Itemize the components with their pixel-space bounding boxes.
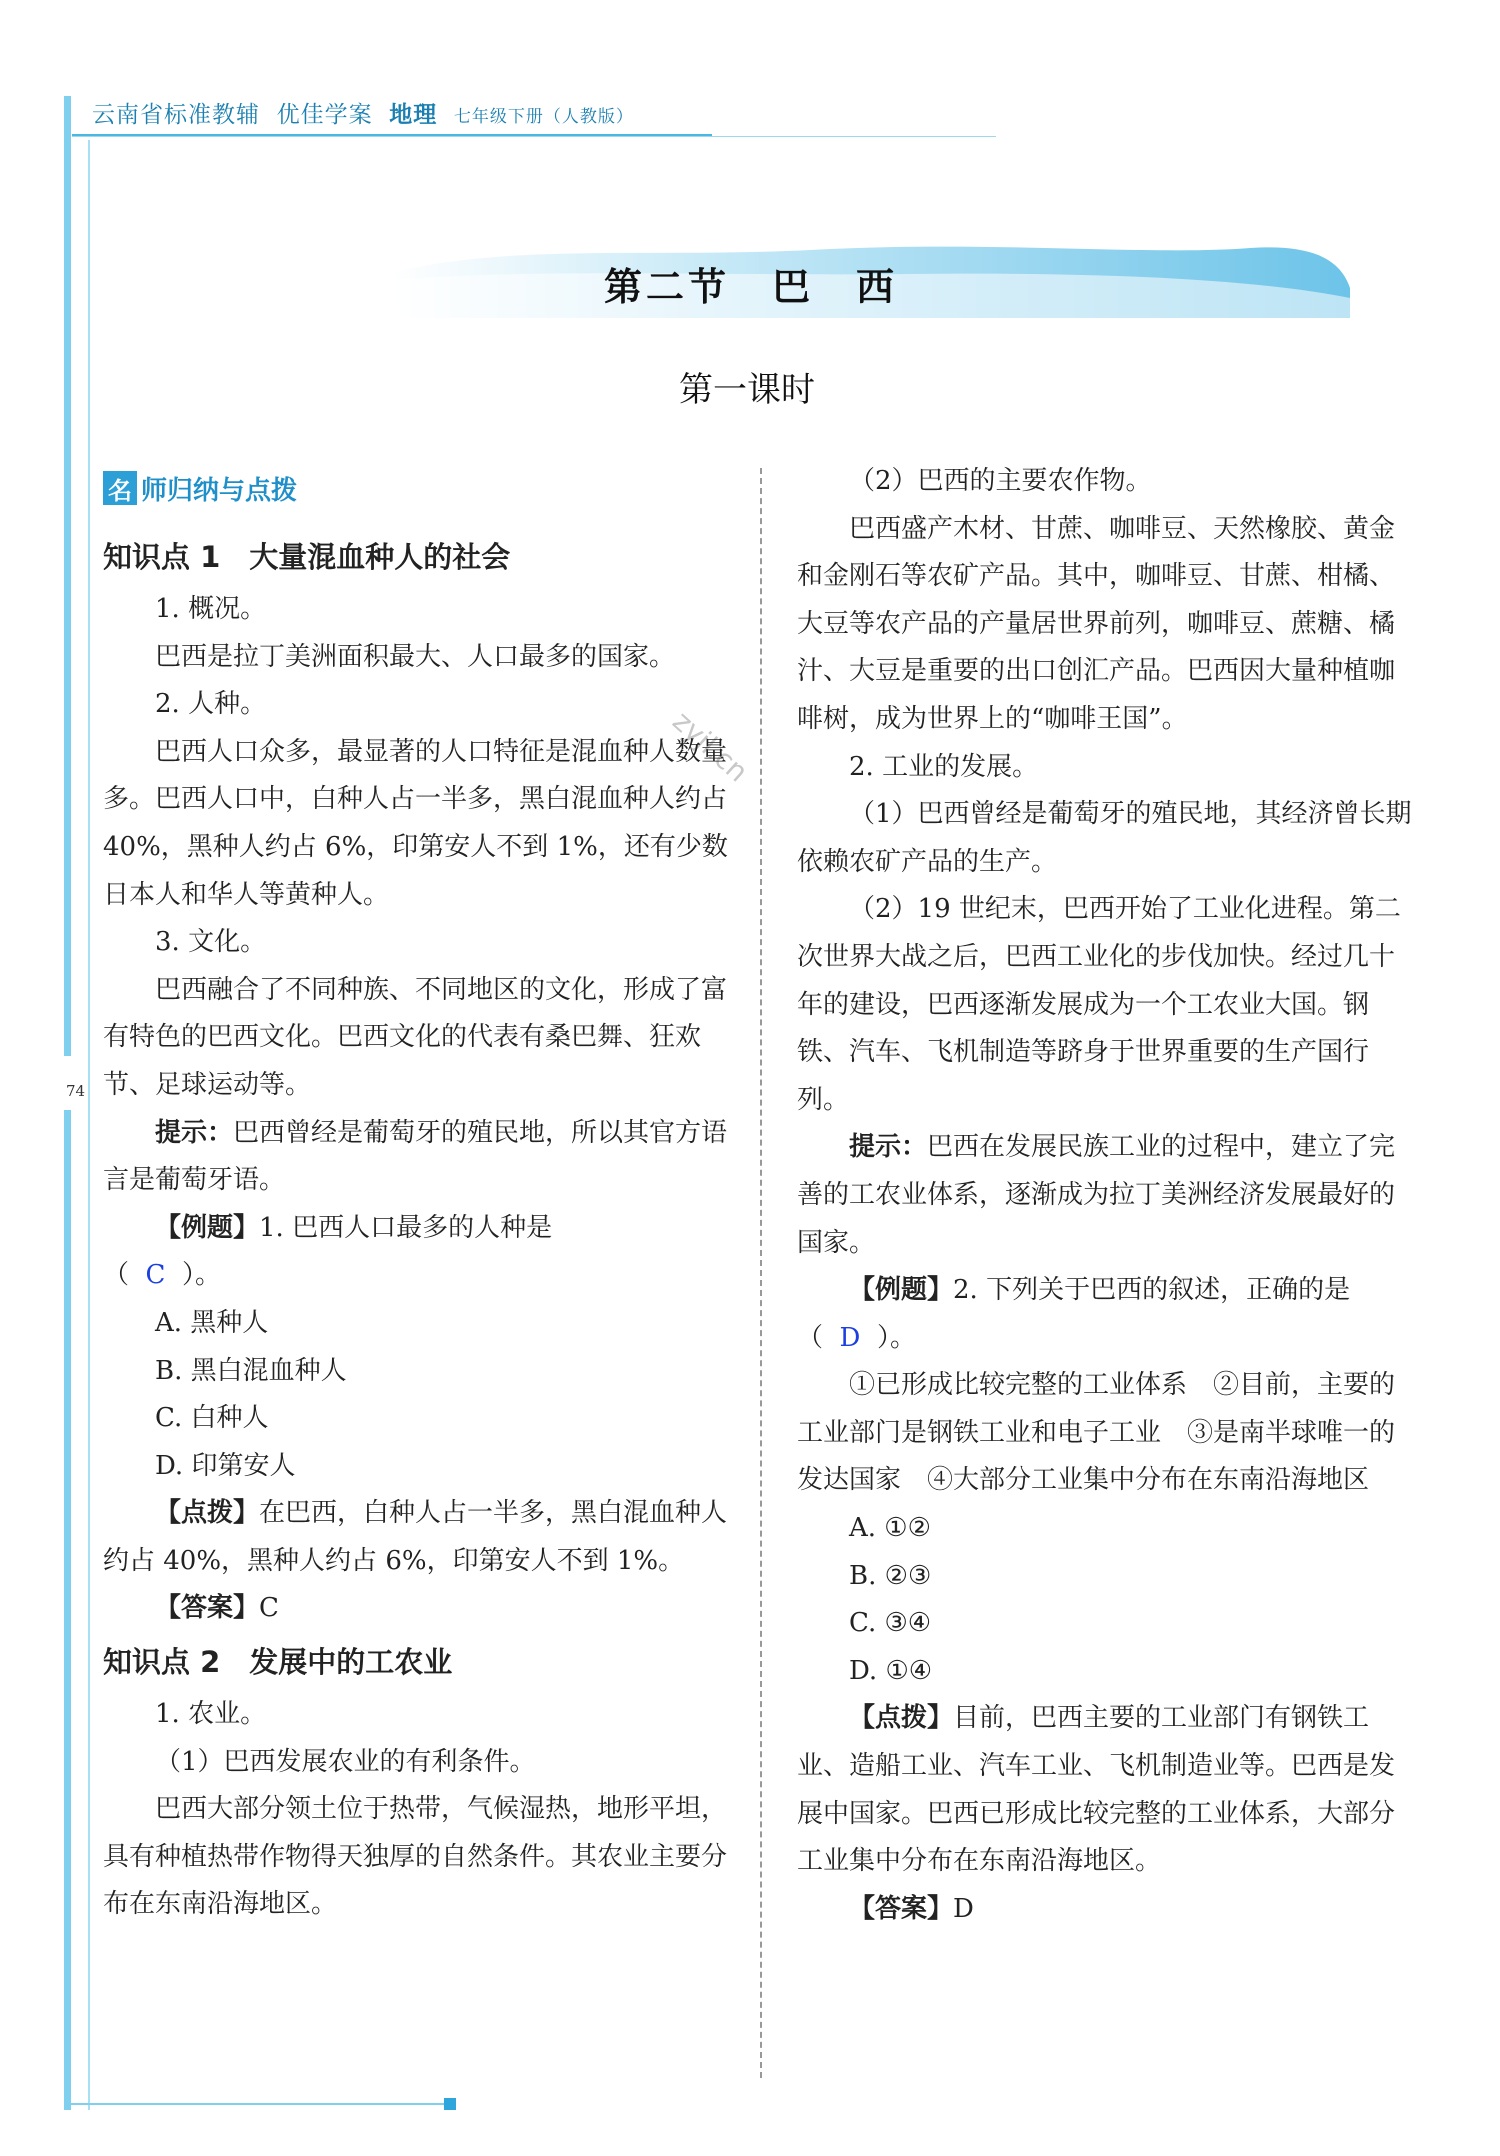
subheading-culture: 3. 文化。 <box>155 927 267 958</box>
example-2-statements: ①已形成比较完整的工业体系 ②目前，主要的工业部门是钢铁工业和电子工业 ③是南半球唯一的发达国家 ④大部分工业集中分布在东南沿海地区 <box>797 1370 1396 1496</box>
paragraph-main-crops: 巴西盛产木材、甘蔗、咖啡豆、天然橡胶、黄金和金刚石等农矿产品。其中，咖啡豆、甘蔗、柑橘、大豆等农产品的产量居世界前列，咖啡豆、蔗糖、橘汁、大豆是重要的出口创汇产品。巴西因大量种植咖啡树，成为世界上的“咖啡王国”。 <box>797 513 1396 734</box>
option-a: A. ①② <box>849 1513 931 1544</box>
paragraph-overview: 巴西是拉丁美洲面积最大、人口最多的国家。 <box>155 641 676 672</box>
example-1-close: ）。 <box>181 1260 221 1291</box>
tip-paragraph <box>797 1124 1417 1267</box>
answer-2 <box>797 1886 1417 1934</box>
hint-1-paragraph <box>103 1490 733 1585</box>
hint-label: 【点拨】 <box>155 1498 260 1529</box>
column-divider <box>760 468 762 2078</box>
option-c: C. ③④ <box>849 1608 932 1639</box>
subheading-industry: 2. 工业的发展。 <box>849 751 1039 782</box>
bottom-decor-line <box>64 2103 444 2105</box>
tip-label: 提示： <box>849 1132 928 1163</box>
example-label: 【例题】 <box>849 1275 954 1306</box>
hint-2-paragraph <box>797 1695 1417 1885</box>
example-1-open: （ <box>103 1260 130 1291</box>
tip-label: 提示： <box>155 1117 234 1148</box>
section-badge <box>103 472 297 504</box>
example-2-filled-answer: D <box>839 1322 861 1353</box>
answer-1-value: C <box>259 1593 279 1624</box>
option-d: D. ①④ <box>849 1655 933 1686</box>
paragraph-race: 巴西人口众多，最显著的人口特征是混血种人数量多。巴西人口中，白种人占一半多，黑白混血种人约占 40%，黑种人约占 6%，印第安人不到 1%，还有少数日本人和华人等黄种人。 <box>103 736 728 910</box>
answer-1 <box>103 1585 733 1633</box>
running-header <box>92 96 634 129</box>
header-subject: 地理 <box>389 101 438 128</box>
answer-2-value: D <box>953 1893 974 1924</box>
example-1-question <box>103 1205 733 1300</box>
left-column <box>103 528 733 1929</box>
paragraph-agri-conditions: 巴西大部分领土位于热带，气候湿热，地形平坦，具有种植热带作物得天独厚的自然条件。其农业主要分布在东南沿海地区。 <box>103 1794 728 1920</box>
tip-paragraph <box>103 1110 733 1205</box>
example-2-text: 2. 下列关于巴西的叙述，正确的是（ <box>797 1275 1351 1353</box>
knowledge-point-1-title: 知识点 1 大量混血种人的社会 <box>103 540 511 574</box>
subheading-agriculture: 1. 农业。 <box>155 1699 267 1730</box>
hint-label: 【点拨】 <box>849 1703 954 1734</box>
option-c: C. 白种人 <box>155 1403 269 1434</box>
watermark: zyjl.cn <box>666 704 755 789</box>
option-b: B. ②③ <box>849 1560 932 1591</box>
paragraph-industry-2: （2）19 世纪末，巴西开始了工业化进程。第二次世界大战之后，巴西工业化的步伐加快。经过几十年的建设，巴西逐渐发展成为一个工农业大国。钢铁、汽车、飞机制造等跻身于世界重要的生产国行列。 <box>797 894 1401 1115</box>
left-decor-bar-bottom <box>64 1110 71 2110</box>
header-series: 云南省标准教辅 <box>92 102 260 128</box>
left-decor-bar-top <box>64 96 71 1056</box>
left-margin-line <box>88 140 90 2110</box>
example-label: 【例题】 <box>155 1212 260 1243</box>
answer-label: 【答案】 <box>849 1893 954 1924</box>
hint-1-text: 在巴西，白种人占一半多，黑白混血种人约占 40%，黑种人约占 6%，印第安人不到 1%。 <box>103 1498 728 1576</box>
badge-label: 师归纳与点拨 <box>141 475 298 506</box>
bottom-decor-square <box>444 2098 456 2110</box>
knowledge-point-2-title: 知识点 2 发展中的工农业 <box>103 1645 453 1680</box>
option-b: B. 黑白混血种人 <box>155 1355 347 1386</box>
subheading-overview: 1. 概况。 <box>155 594 267 624</box>
lesson-title: 第一课时 <box>679 370 815 410</box>
example-1-text: 1. 巴西人口最多的人种是 <box>259 1212 553 1243</box>
example-2-close: ）。 <box>876 1322 916 1353</box>
subheading-agri-conditions: （1）巴西发展农业的有利条件。 <box>155 1746 536 1777</box>
hint-2-text: 目前，巴西主要的工业部门有钢铁工业、造船工业、汽车工业、飞机制造业等。巴西是发展中国家。巴西已形成比较完整的工业体系，大部分工业集中分布在东南沿海地区。 <box>797 1703 1396 1877</box>
tip-text: 巴西在发展民族工业的过程中，建立了完善的工农业体系，逐渐成为拉丁美洲经济发展最好的国家。 <box>797 1132 1396 1258</box>
header-rule-thin <box>72 136 996 137</box>
badge-icon: 名 <box>103 471 137 505</box>
subheading-race: 2. 人种。 <box>155 689 267 720</box>
header-brand: 优佳学案 <box>276 102 373 128</box>
answer-label: 【答案】 <box>155 1593 260 1624</box>
section-title: 第二节 巴 西 <box>604 265 899 309</box>
example-1-filled-answer: C <box>145 1260 166 1291</box>
subheading-main-crops: （2）巴西的主要农作物。 <box>849 466 1152 496</box>
tip-text: 巴西曾经是葡萄牙的殖民地，所以其官方语言是葡萄牙语。 <box>103 1117 728 1196</box>
option-a: A. 黑种人 <box>155 1307 269 1338</box>
example-2-question <box>797 1267 1417 1362</box>
paragraph-culture: 巴西融合了不同种族、不同地区的文化，形成了富有特色的巴西文化。巴西文化的代表有桑巴舞、狂欢节、足球运动等。 <box>103 974 728 1100</box>
page-number: 74 <box>66 1082 86 1100</box>
paragraph-industry-1: （1）巴西曾经是葡萄牙的殖民地，其经济曾长期依赖农矿产品的生产。 <box>797 799 1412 877</box>
option-d: D. 印第安人 <box>155 1450 296 1481</box>
right-column <box>797 458 1417 1933</box>
header-grade: 七年级下册（人教版） <box>453 107 634 127</box>
